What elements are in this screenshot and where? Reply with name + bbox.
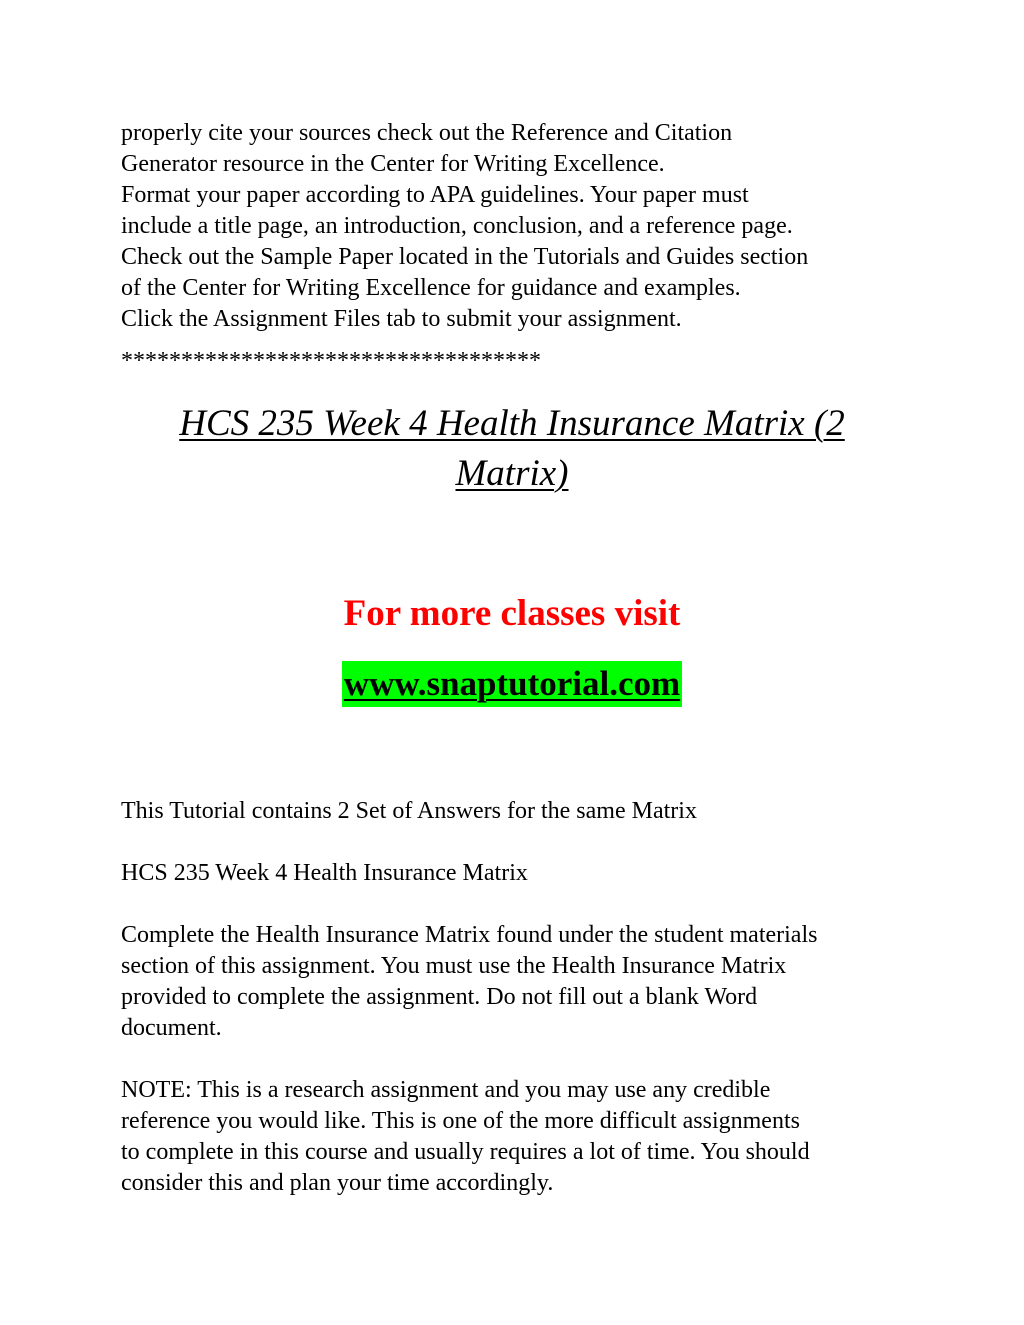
instructions-line: Complete the Health Insurance Matrix found under the student materials [121,922,818,948]
website-link-wrap [0,661,1024,707]
intro-line: properly cite your sources check out the Reference and Citation [121,120,733,146]
instructions-line: document. [121,1015,222,1041]
website-link[interactable]: www.snaptutorial.com [342,661,682,707]
note-line: consider this and plan your time accordingly. [121,1170,554,1196]
intro-line: Format your paper according to APA guidelines. Your paper must [121,182,749,208]
page-title-line-2: Matrix) [455,453,569,494]
tutorial-note: This Tutorial contains 2 Set of Answers for the same Matrix [121,798,697,824]
note-line: reference you would like. This is one of the more difficult assignments [121,1108,800,1134]
promo-heading: For more classes visit [343,593,681,634]
instructions-line: section of this assignment. You must use the Health Insurance Matrix [121,953,787,979]
intro-line: include a title page, an introduction, conclusion, and a reference page. [121,213,793,239]
intro-line: Generator resource in the Center for Writing Excellence. [121,151,665,177]
intro-line: of the Center for Writing Excellence for guidance and examples. [121,275,741,301]
intro-paragraph [121,118,921,373]
instructions-line: provided to complete the assignment. Do not fill out a blank Word [121,984,758,1010]
intro-line: Click the Assignment Files tab to submit your assignment. [121,306,682,332]
separator: *********************************** [121,348,541,374]
tutorial-details [121,796,941,1199]
page-title-line-1: HCS 235 Week 4 Health Insurance Matrix (2 [179,403,845,444]
intro-line: Check out the Sample Paper located in the Tutorials and Guides section [121,244,809,270]
note-line: to complete in this course and usually requires a lot of time. You should [121,1139,810,1165]
assignment-subtitle: HCS 235 Week 4 Health Insurance Matrix [121,860,528,886]
note-line: NOTE: This is a research assignment and you may use any credible [121,1077,771,1103]
